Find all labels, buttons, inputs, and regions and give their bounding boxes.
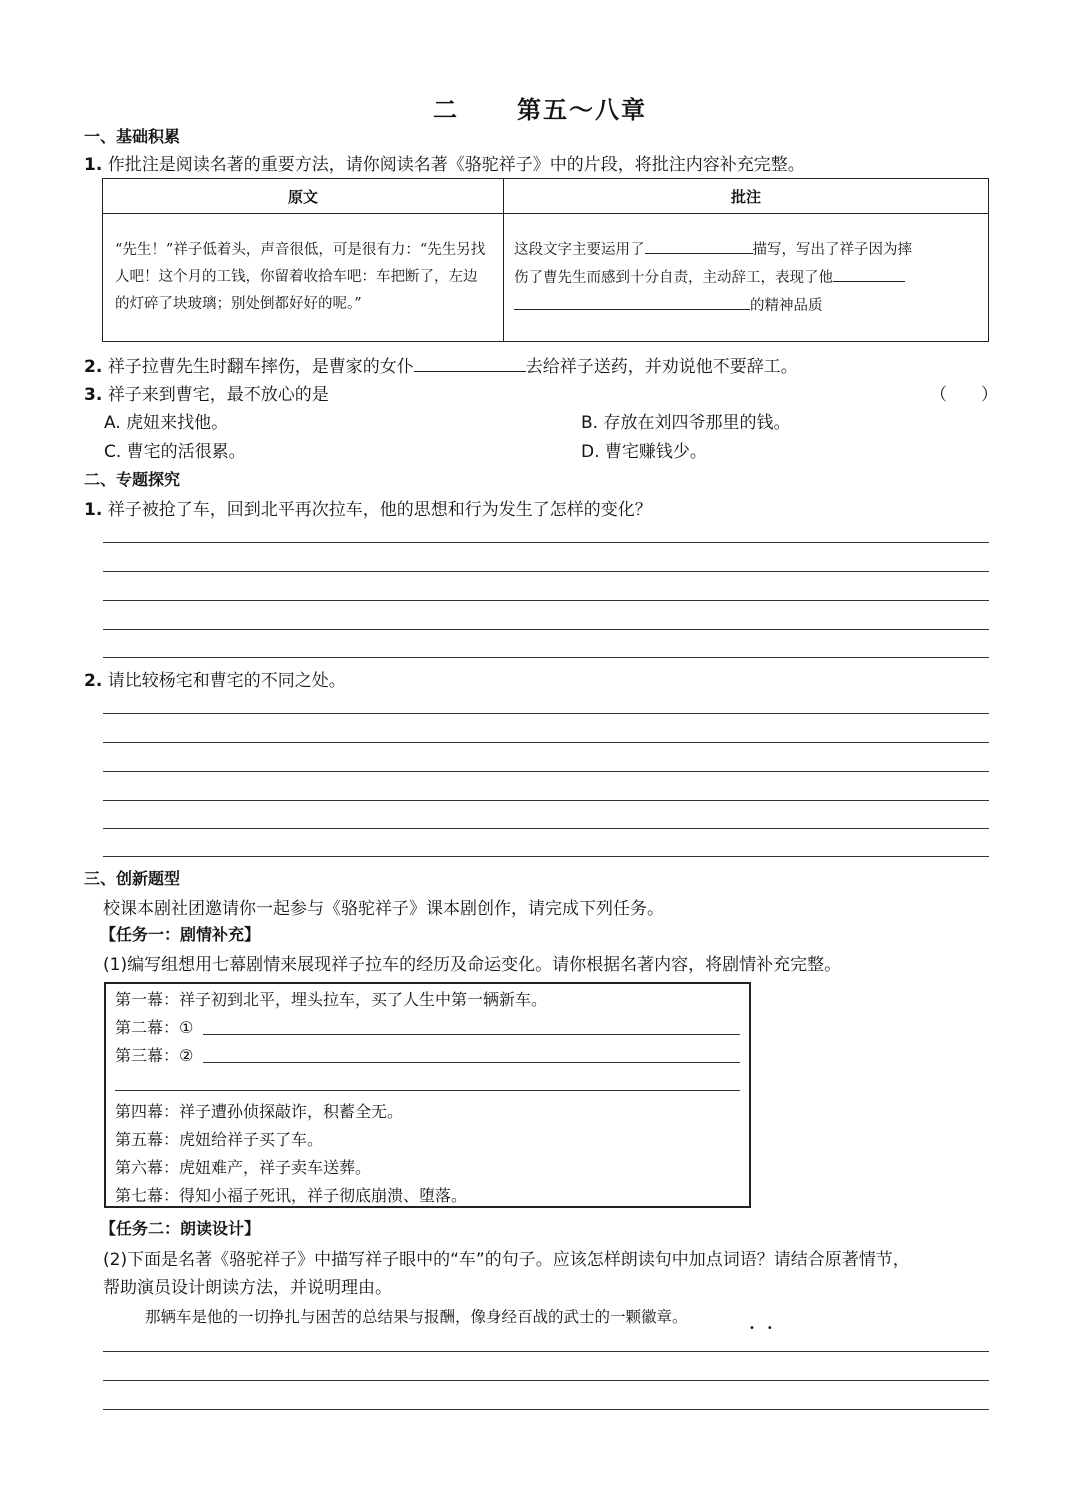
answer-line[interactable]	[103, 600, 989, 601]
section-2-heading: 二、专题探究	[84, 470, 181, 489]
answer-line[interactable]	[103, 771, 989, 772]
task-1-title: 【任务一：剧情补充】	[100, 925, 261, 944]
section-3-heading: 三、创新题型	[84, 869, 181, 888]
answer-line[interactable]	[103, 571, 989, 572]
title-chapter: 第五～八章	[517, 96, 647, 124]
answer-line[interactable]	[103, 742, 989, 743]
annotation-table	[102, 178, 989, 342]
quoted-sentence: 那辆车是他的一切挣扎与困苦的总结果与报酬，像身经百战的武士的一颗徽章。	[145, 1308, 688, 1326]
note-part-4: 的精神品质	[750, 297, 823, 314]
task-2-prompt-line-1: (2)下面是名著《骆驼祥子》中描写祥子眼中的“车”的句子。应该怎样朗读句中加点词语？请结合原著情节，	[103, 1250, 910, 1270]
question-text-before: 祥子拉曹先生时翻车摔伤，是曹家的女仆	[107, 357, 414, 377]
question-text: 祥子来到曹宅，最不放心的是	[107, 385, 329, 405]
option-b[interactable]: B. 存放在刘四爷那里的钱。	[581, 413, 791, 433]
question-text-after: 去给祥子送药，并劝说他不要辞工。	[525, 357, 798, 377]
act-2-answer-line[interactable]	[203, 1034, 740, 1035]
answer-line[interactable]	[103, 629, 989, 630]
answer-blank[interactable]	[414, 355, 526, 372]
note-blank-1[interactable]	[645, 237, 753, 254]
note-part-1: 这段文字主要运用了	[514, 241, 645, 258]
option-c[interactable]: C. 曹宅的活很累。	[104, 442, 246, 462]
question-text: 请比较杨宅和曹宅的不同之处。	[107, 671, 346, 691]
question-2-1	[84, 495, 652, 520]
original-text: “先生！”祥子低着头，声音很低，可是很有力：“先生另找人吧！这个月的工钱，你留着收拾车吧：车把断了，左边的灯碎了块玻璃；别处倒都好好的呢。”	[103, 214, 504, 342]
emphasis-dots: ••	[749, 1323, 785, 1334]
option-a[interactable]: A. 虎妞来找他。	[104, 413, 229, 433]
question-number: 1.	[84, 500, 103, 520]
column-annotation: 批注	[504, 179, 989, 214]
act-3-label: 第三幕：②	[115, 1046, 194, 1065]
act-6: 第六幕：虎妞难产，祥子卖车送葬。	[115, 1158, 372, 1177]
act-4: 第四幕：祥子遭孙侦探敲诈，积蓄全无。	[115, 1102, 404, 1121]
annotation-cell	[504, 214, 989, 342]
question-1-2	[84, 352, 798, 377]
question-number: 2.	[84, 671, 103, 691]
section-1-heading: 一、基础积累	[84, 127, 181, 146]
question-text: 祥子被抢了车，回到北平再次拉车，他的思想和行为发生了怎样的变化？	[107, 500, 652, 520]
section-3-intro: 校课本剧社团邀请你一起参与《骆驼祥子》课本剧创作，请完成下列任务。	[103, 899, 664, 919]
question-number: 2.	[84, 357, 103, 377]
note-part-2: 描写，写出了祥子因为摔	[752, 241, 912, 258]
question-1-1	[84, 150, 805, 175]
question-number: 3.	[84, 385, 103, 405]
question-text: 作批注是阅读名著的重要方法，请你阅读名著《骆驼祥子》中的片段，将批注内容补充完整。	[107, 155, 805, 175]
act-7: 第七幕：得知小福子死讯，祥子彻底崩溃、堕落。	[115, 1186, 468, 1205]
answer-line[interactable]	[103, 713, 989, 714]
question-2-2	[84, 666, 346, 691]
act-2-label: 第二幕：①	[115, 1018, 194, 1037]
task-2-title: 【任务二：朗读设计】	[100, 1219, 261, 1238]
answer-line[interactable]	[103, 1380, 989, 1381]
note-blank-2[interactable]	[833, 265, 905, 282]
title-number: 二	[433, 96, 459, 124]
act-3-answer-line-2[interactable]	[115, 1090, 740, 1091]
question-number: 1.	[84, 155, 103, 175]
column-original: 原文	[103, 179, 504, 214]
note-part-3: 伤了曹先生而感到十分自责，主动辞工，表现了他	[514, 269, 833, 286]
task-1-prompt: (1)编写组想用七幕剧情来展现祥子拉车的经历及命运变化。请你根据名著内容，将剧情补充完整。	[103, 955, 842, 975]
answer-line[interactable]	[103, 1409, 989, 1410]
answer-line[interactable]	[103, 800, 989, 801]
answer-line[interactable]	[103, 828, 989, 829]
act-5: 第五幕：虎妞给祥子买了车。	[115, 1130, 324, 1149]
act-3-answer-line[interactable]	[203, 1062, 740, 1063]
answer-line[interactable]	[103, 657, 989, 658]
page-title	[0, 90, 1080, 125]
question-1-3	[84, 380, 329, 405]
answer-line[interactable]	[103, 856, 989, 857]
task-2-prompt-line-2: 帮助演员设计朗读方法，并说明理由。	[103, 1278, 392, 1298]
note-blank-3[interactable]	[514, 293, 750, 310]
answer-line[interactable]	[103, 1351, 989, 1352]
answer-line[interactable]	[103, 542, 989, 543]
answer-parentheses[interactable]: （ ）	[930, 385, 998, 405]
act-1: 第一幕：祥子初到北平，埋头拉车，买了人生中第一辆新车。	[115, 990, 548, 1009]
option-d[interactable]: D. 曹宅赚钱少。	[581, 442, 707, 462]
